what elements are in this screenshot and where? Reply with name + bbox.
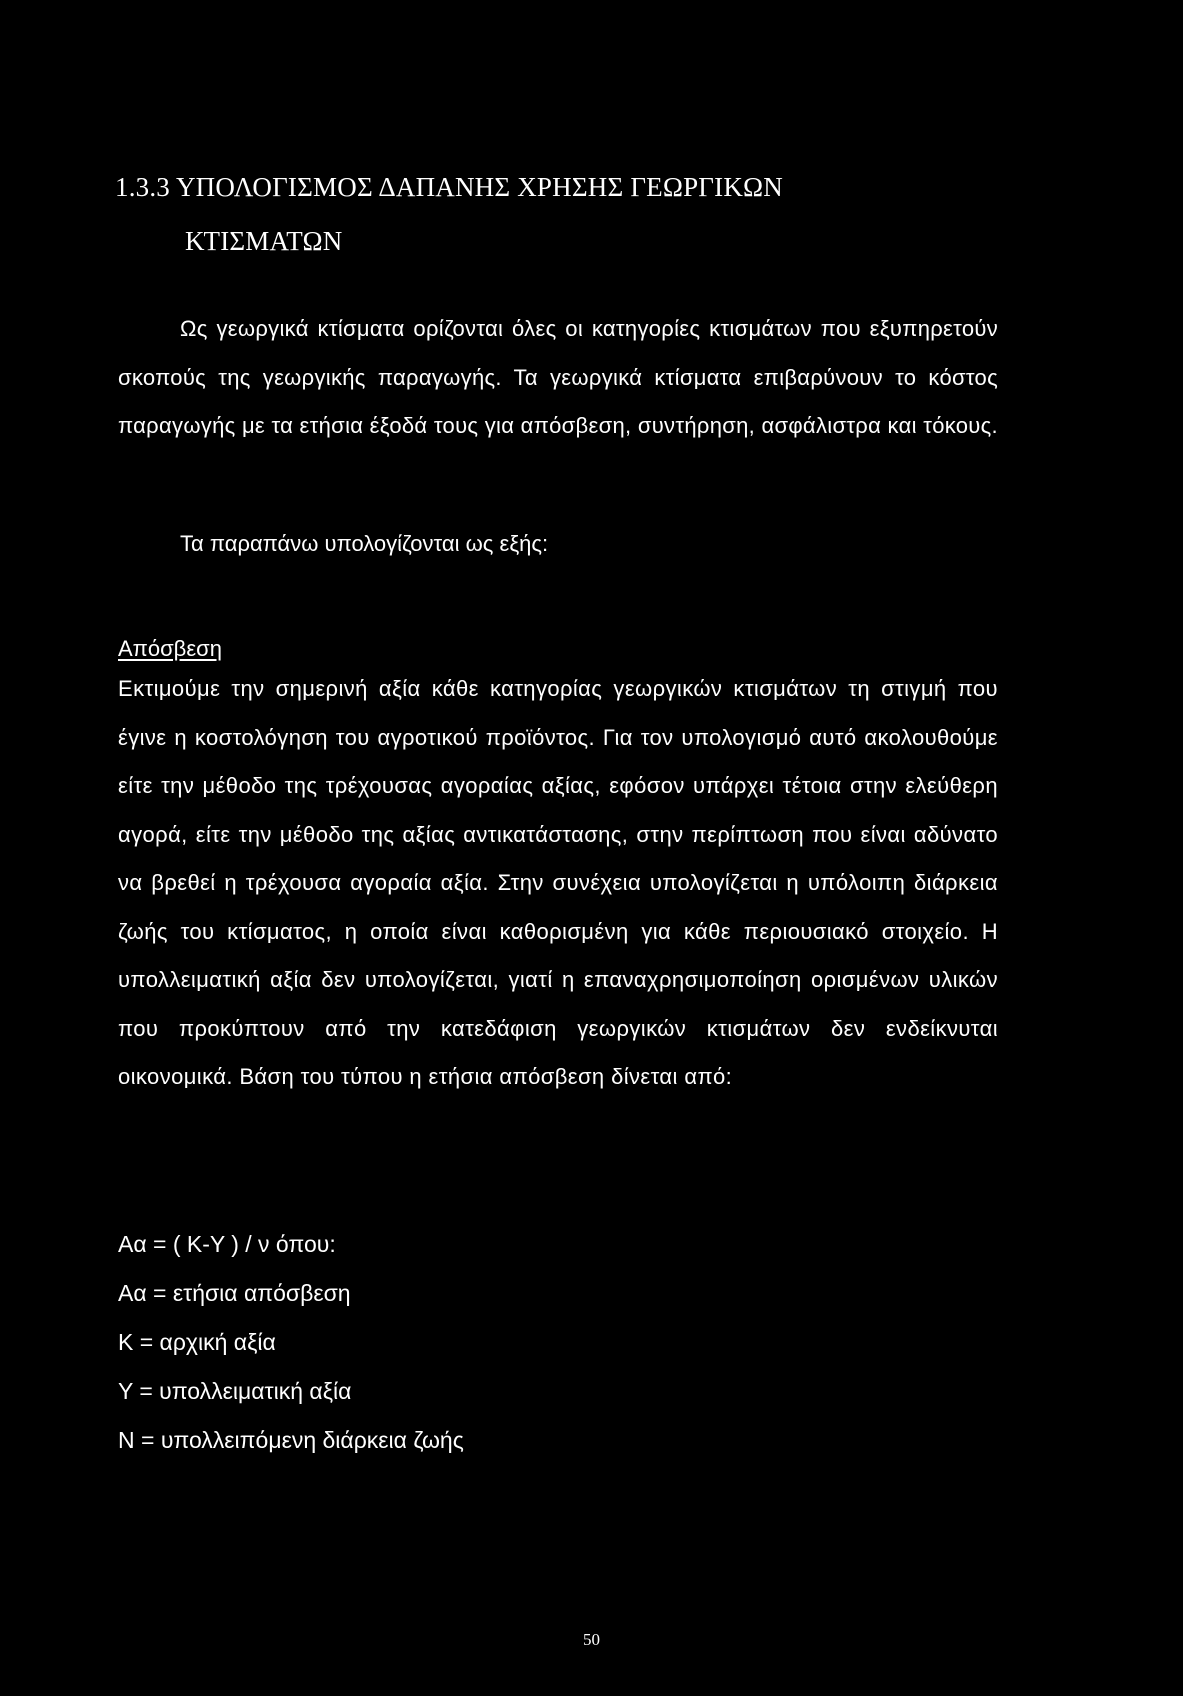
intro-tail-sentence: Τα παραπάνω υπολογίζονται ως εξής: (180, 531, 549, 556)
formula-definition-k: Κ = αρχική αξία (118, 1329, 276, 1355)
formula-line: Αα = ( Κ-Υ ) / ν όπου: (118, 1231, 336, 1257)
formula-definition-n: Ν = υπολλειπόμενη διάρκεια ζωής (118, 1427, 464, 1453)
section-heading-line-2: ΚΤΙΣΜΑΤΩΝ (185, 226, 343, 256)
page-number: 50 (583, 1630, 600, 1649)
depreciation-subheading: Απόσβεση (118, 636, 222, 661)
section-heading-line-1: 1.3.3 ΥΠΟΛΟΓΙΣΜΟΣ ΔΑΠΑΝΗΣ ΧΡΗΣΗΣ ΓΕΩΡΓΙΚΩΝ (115, 172, 783, 202)
formula-definition-aa: Αα = ετήσια απόσβεση (118, 1280, 351, 1306)
intro-paragraph: Ως γεωργικά κτίσματα ορίζονται όλες οι κατηγορίες κτισμάτων που εξυπηρετούν σκοπούς της γεωργικής παραγωγής. Τα γεωργικά κτίσματα επιβαρύνουν το κόστος παραγωγής με τα ετήσια έξοδά τους για απόσβεση, συντήρηση, ασφάλιστρα και τόκους. (118, 316, 998, 438)
formula-definition-y: Υ = υπολλειματική αξία (118, 1378, 352, 1404)
formula-definitions (118, 1220, 464, 1465)
depreciation-paragraph: Εκτιμούμε την σημερινή αξία κάθε κατηγορίας γεωργικών κτισμάτων τη στιγμή που έγινε η κοστολόγηση του αγροτικού προϊόντος. Για τον υπολογισμό αυτό ακολουθούμε είτε την μέθοδο της τρέχουσας αγοραίας αξίας, εφόσον υπάρχει τέτοια στην ελεύθερη αγορά, είτε την μέθοδο της αξίας αντικατάστασης, στην περίπτωση που είναι αδύνατο να βρεθεί η τρέχουσα αγοραία αξία. Στην συνέχεια υπολογίζεται η υπόλοιπη διάρκεια ζωής του κτίσματος, η οποία είναι καθορισμένη για κάθε περιουσιακό στοιχείο. Η υπολλειματική αξία δεν υπολογίζεται, γιατί η επαναχρησιμοποίηση ορισμένων υλικών που προκύπτουν από την κατεδάφιση γεωργικών κτισμάτων δεν ενδείκνυται οικονομικά. Βάση του τύπου η ετήσια απόσβεση δίνεται από: (118, 676, 998, 1089)
section-heading (115, 160, 1015, 268)
